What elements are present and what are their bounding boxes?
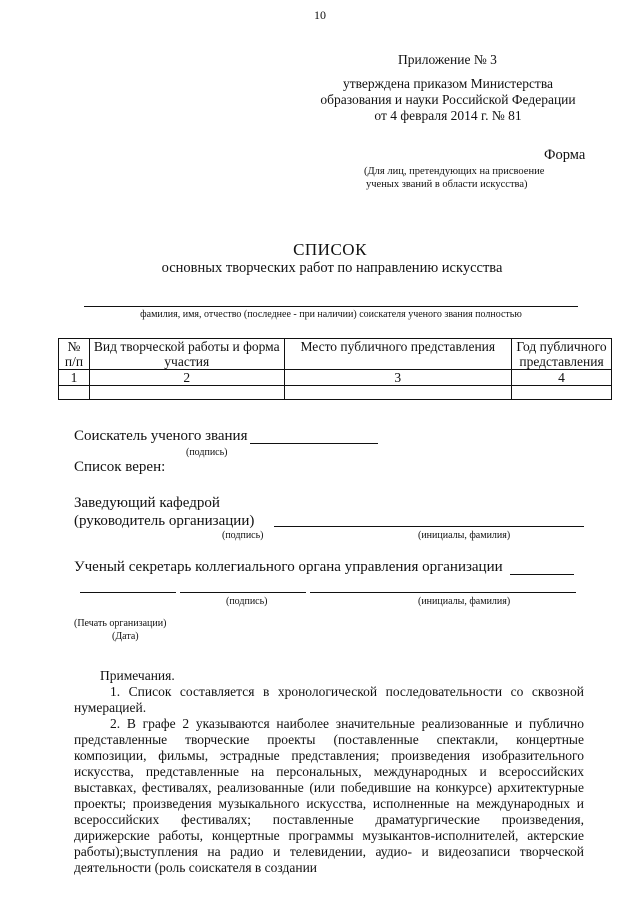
secretary-line-a [80, 578, 176, 593]
approval-line: образования и науки Российской Федерации [320, 92, 576, 107]
header-cell-place: Место публичного представления [284, 339, 512, 370]
secretary-label: Ученый секретарь коллегиального органа управления организации [74, 559, 503, 575]
applicant-signature-line [250, 426, 378, 444]
column-number: 2 [89, 370, 284, 386]
form-note-line: (Для лиц, претендующих на присвоение [364, 166, 545, 177]
form-note [364, 165, 544, 191]
fio-line [84, 306, 578, 307]
date-caption: (Дата) [112, 631, 139, 642]
fio-caption: фамилия, имя, отчество (последнее - при наличии) соискателя ученого звания полностью [140, 309, 522, 320]
document-title: СПИСОК [293, 240, 367, 259]
secretary-extra-line [510, 558, 574, 575]
initials-caption: (инициалы, фамилия) [418, 596, 511, 607]
header-cell-year: Год публичного представления [512, 339, 612, 370]
approval-line: утверждена приказом Министерства [342, 76, 554, 91]
initials-caption: (инициалы, фамилия) [418, 530, 511, 541]
form-label: Форма [544, 147, 586, 163]
column-number: 3 [284, 370, 512, 386]
header-cell-number: № п/п [59, 339, 90, 370]
secretary-line-c [310, 578, 576, 593]
note-item-2: 2. В графе 2 указываются наиболее значительные реализованные и публично представленные творческие проекты (поставленные спектакли, концертные композиции, фильмы, эстрадные представления; произведения изобразительного искусства, представленные на персональных, международных и всероссийских выставках, фестивалях, реализованные (или победившие на конкурсе) архитектурные проекты; произведения музыкального искусства, исполненные на международных и всероссийских фестивалях; поставленные драматургические произведения, дирижерские работы, концертные программы музыкантов-исполнителей, актерские работы);выступления на радио и телевидении, аудио- и видеозаписи творческой деятельности (роль соискателя в создании [74, 716, 584, 875]
column-number: 1 [59, 370, 90, 386]
seal-caption: (Печать организации) [74, 618, 167, 629]
signature-caption: (подпись) [222, 530, 264, 541]
column-number: 4 [512, 370, 612, 386]
table-number-row [59, 370, 612, 386]
notes-heading: Примечания. [100, 668, 175, 683]
works-table [58, 338, 612, 400]
approval-block [318, 76, 578, 124]
form-note-line: ученых званий в области искусства) [366, 179, 528, 190]
table-cell [512, 386, 612, 400]
note-item-1: 1. Список составляется в хронологической последовательности со сквозной нумерацией. [74, 684, 584, 715]
secretary-line-b [180, 578, 306, 593]
table-cell [89, 386, 284, 400]
document-subtitle: основных творческих работ по направлению искусства [161, 260, 503, 276]
head-title: Заведующий кафедрой [74, 495, 220, 511]
appendix-label: Приложение № 3 [398, 52, 497, 67]
head-signature-line [274, 510, 584, 527]
head-subtitle: (руководитель организации) [74, 513, 255, 529]
table-header-row [59, 339, 612, 370]
table-empty-row [59, 386, 612, 400]
list-correct-label: Список верен: [74, 459, 166, 475]
table-cell [59, 386, 90, 400]
applicant-label: Соискатель ученого звания [74, 428, 248, 444]
signature-caption: (подпись) [186, 447, 228, 458]
table-cell [284, 386, 512, 400]
page-number: 10 [314, 8, 326, 22]
header-cell-type: Вид творческой работы и форма участия [89, 339, 284, 370]
signature-caption: (подпись) [226, 596, 268, 607]
approval-line: от 4 февраля 2014 г. № 81 [374, 108, 522, 123]
